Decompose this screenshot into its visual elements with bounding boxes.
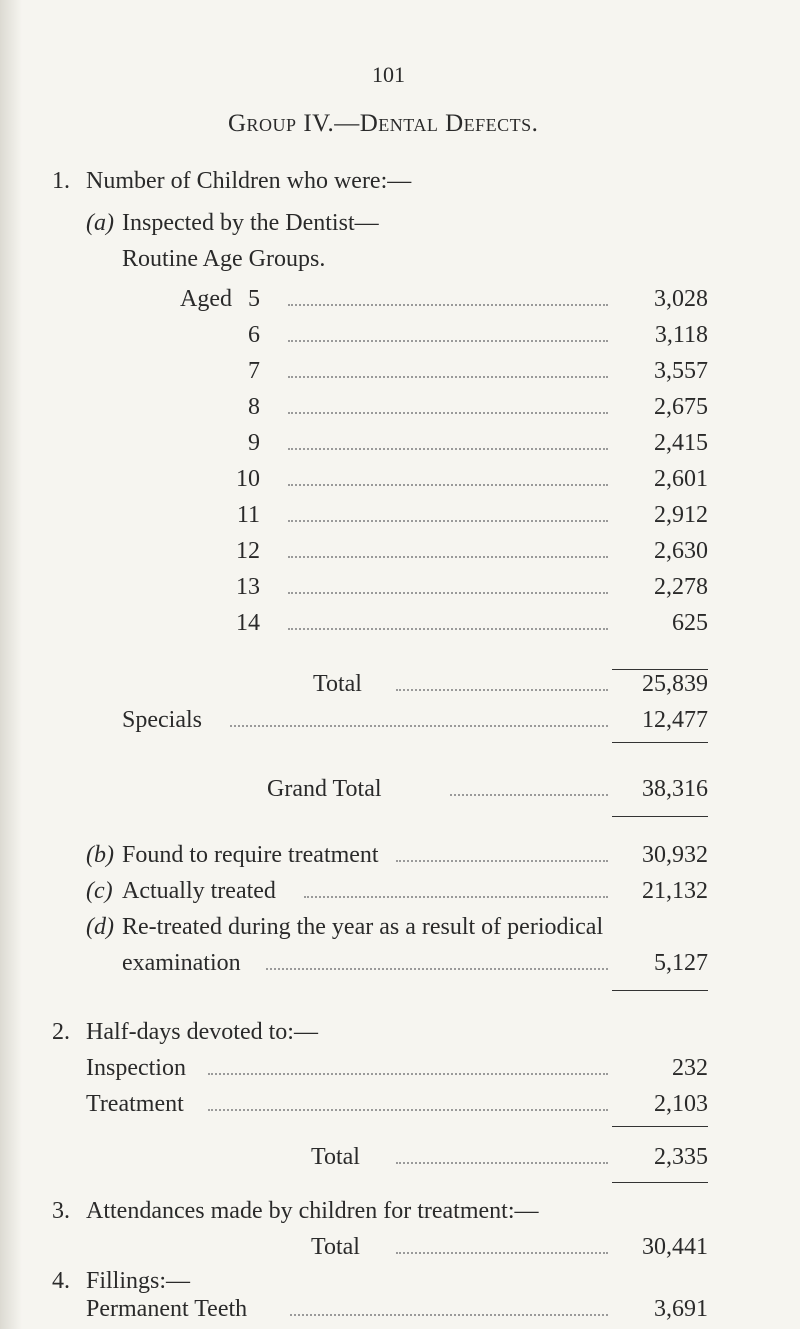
age-value: 2,415 bbox=[654, 430, 708, 456]
leader-dots bbox=[396, 685, 608, 691]
page-edge-shadow bbox=[0, 0, 22, 1329]
grand-total-label: Grand Total bbox=[267, 776, 382, 802]
leader-dots bbox=[288, 444, 608, 450]
inspection-value: 232 bbox=[672, 1055, 708, 1081]
leader-dots bbox=[208, 1069, 608, 1075]
item-b-text: Found to require treatment bbox=[122, 842, 379, 868]
routine-age-groups: Routine Age Groups. bbox=[122, 246, 326, 272]
age-value: 625 bbox=[672, 610, 708, 636]
age-value: 3,557 bbox=[654, 358, 708, 384]
leader-dots bbox=[208, 1105, 608, 1111]
permanent-teeth-value: 3,691 bbox=[654, 1296, 708, 1322]
leader-dots bbox=[230, 721, 608, 727]
age-label: 8 bbox=[248, 394, 260, 420]
leader-dots bbox=[288, 624, 608, 630]
permanent-teeth-label: Permanent Teeth bbox=[86, 1296, 248, 1322]
leader-dots bbox=[288, 480, 608, 486]
age-label: 5 bbox=[248, 286, 260, 312]
rule bbox=[612, 816, 708, 817]
leader-dots bbox=[288, 552, 608, 558]
item-c-label: (c) bbox=[86, 878, 113, 904]
age-label: 6 bbox=[248, 322, 260, 348]
rule bbox=[612, 742, 708, 743]
leader-dots bbox=[288, 408, 608, 414]
section-3-heading: Attendances made by children for treatment:— bbox=[86, 1198, 539, 1224]
total-value: 25,839 bbox=[642, 671, 708, 697]
item-d-label: (d) bbox=[86, 914, 114, 940]
treatment-label: Treatment bbox=[86, 1091, 184, 1117]
item-d-value: 5,127 bbox=[654, 950, 708, 976]
age-value: 2,912 bbox=[654, 502, 708, 528]
item-a-label: (a) bbox=[86, 210, 114, 236]
section-3-total-value: 30,441 bbox=[642, 1234, 708, 1260]
age-label: 12 bbox=[236, 538, 260, 564]
leader-dots bbox=[288, 588, 608, 594]
section-1-number: 1. bbox=[52, 168, 70, 194]
rule bbox=[612, 1182, 708, 1183]
leader-dots bbox=[290, 1310, 608, 1316]
section-1-heading: Number of Children who were:— bbox=[86, 168, 412, 194]
leader-dots bbox=[266, 964, 608, 970]
age-label: 13 bbox=[236, 574, 260, 600]
leader-dots bbox=[396, 856, 608, 862]
item-a-text: Inspected by the Dentist— bbox=[122, 210, 379, 236]
rule bbox=[612, 990, 708, 991]
page-number: 101 bbox=[372, 62, 405, 87]
leader-dots bbox=[396, 1158, 608, 1164]
age-value: 2,601 bbox=[654, 466, 708, 492]
age-value: 2,630 bbox=[654, 538, 708, 564]
section-3-total-label: Total bbox=[311, 1234, 360, 1260]
page-title: Group IV.—Dental Defects. bbox=[228, 110, 539, 137]
age-label: 9 bbox=[248, 430, 260, 456]
age-label: 10 bbox=[236, 466, 260, 492]
section-2-heading: Half-days devoted to:— bbox=[86, 1019, 318, 1045]
age-value: 3,118 bbox=[654, 322, 708, 348]
rule bbox=[612, 669, 708, 670]
section-2-number: 2. bbox=[52, 1019, 70, 1045]
section-3-number: 3. bbox=[52, 1198, 70, 1224]
section-4-heading: Fillings:— bbox=[86, 1268, 191, 1294]
item-c-text: Actually treated bbox=[122, 878, 276, 904]
age-value: 2,675 bbox=[654, 394, 708, 420]
section-4-number: 4. bbox=[52, 1268, 70, 1294]
leader-dots bbox=[450, 790, 608, 796]
leader-dots bbox=[288, 336, 608, 342]
section-2-total-label: Total bbox=[311, 1144, 360, 1170]
section-2-total-value: 2,335 bbox=[654, 1144, 708, 1170]
specials-label: Specials bbox=[122, 707, 202, 733]
age-label: 14 bbox=[236, 610, 260, 636]
item-c-value: 21,132 bbox=[642, 878, 708, 904]
leader-dots bbox=[288, 516, 608, 522]
age-value: 3,028 bbox=[654, 286, 708, 312]
age-label: 7 bbox=[248, 358, 260, 384]
total-label: Total bbox=[313, 671, 362, 697]
aged-label: Aged bbox=[180, 286, 232, 312]
leader-dots bbox=[288, 300, 608, 306]
item-b-label: (b) bbox=[86, 842, 114, 868]
item-b-value: 30,932 bbox=[642, 842, 708, 868]
item-d-text: Re-treated during the year as a result of periodical bbox=[122, 914, 604, 940]
leader-dots bbox=[304, 892, 608, 898]
grand-total-value: 38,316 bbox=[642, 776, 708, 802]
specials-value: 12,477 bbox=[642, 707, 708, 733]
treatment-value: 2,103 bbox=[654, 1091, 708, 1117]
rule bbox=[612, 1126, 708, 1127]
inspection-label: Inspection bbox=[86, 1055, 186, 1081]
leader-dots bbox=[288, 372, 608, 378]
item-d-text-continued: examination bbox=[122, 950, 241, 976]
age-value: 2,278 bbox=[654, 574, 708, 600]
leader-dots bbox=[396, 1248, 608, 1254]
age-label: 11 bbox=[236, 502, 260, 528]
